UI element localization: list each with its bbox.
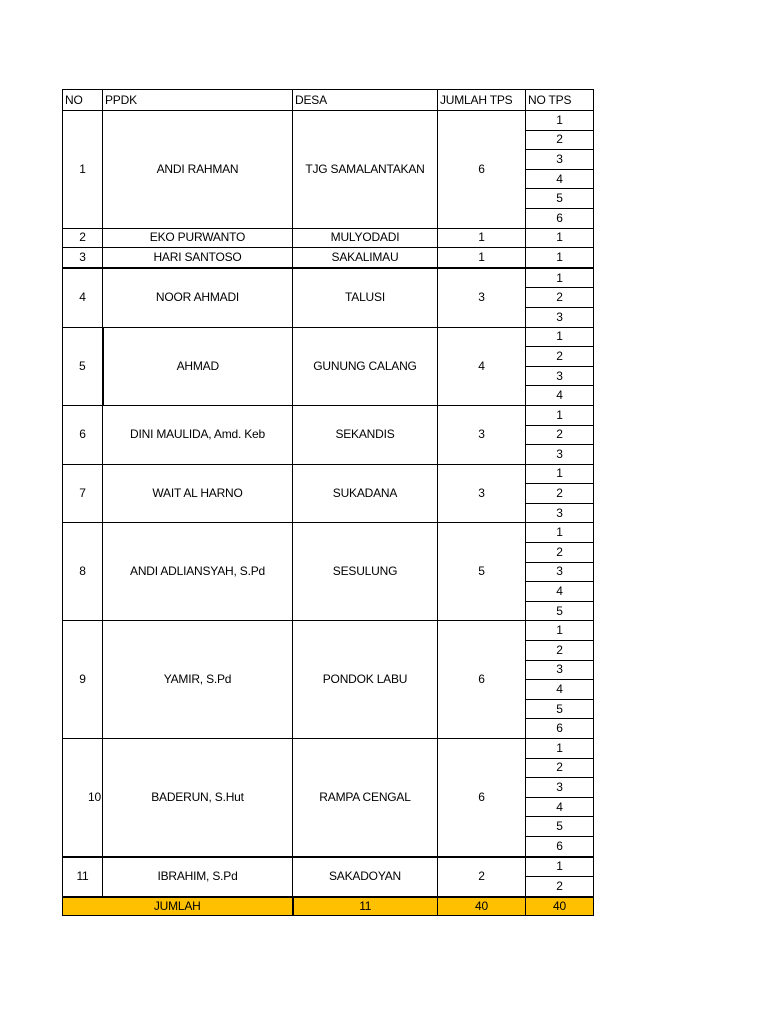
- table-row: [63, 405, 594, 425]
- row-no: 4: [63, 268, 103, 327]
- row-no: 2: [63, 228, 103, 248]
- row-jumlah-tps: 3: [438, 405, 526, 464]
- table-row: [63, 621, 594, 641]
- table-row: [63, 327, 594, 347]
- row-desa: RAMPA CENGAL: [293, 739, 438, 857]
- row-ppdk: ANDI ADLIANSYAH, S.Pd: [103, 523, 293, 621]
- row-desa: PONDOK LABU: [293, 621, 438, 739]
- row-ppdk: EKO PURWANTO: [103, 228, 293, 248]
- total-label: JUMLAH: [63, 897, 293, 916]
- header-row: [63, 90, 594, 111]
- row-jumlah-tps: 1: [438, 228, 526, 248]
- row-no: 9: [63, 621, 103, 739]
- row-desa: SUKADANA: [293, 464, 438, 523]
- row-desa: TJG SAMALANTAKAN: [293, 111, 438, 229]
- row-no: 7: [63, 464, 103, 523]
- row-no-tps: 3: [526, 562, 594, 582]
- row-ppdk: ANDI RAHMAN: [103, 111, 293, 229]
- row-no-tps: 2: [526, 484, 594, 504]
- row-no-tps: 5: [526, 189, 594, 209]
- header-desa: DESA: [293, 90, 438, 111]
- row-desa: GUNUNG CALANG: [293, 327, 438, 405]
- row-jumlah-tps: 1: [438, 248, 526, 268]
- row-jumlah-tps: 4: [438, 327, 526, 405]
- row-no-tps: 4: [526, 680, 594, 700]
- row-no-tps: 2: [526, 877, 594, 897]
- row-ppdk: DINI MAULIDA, Amd. Keb: [103, 405, 293, 464]
- header-no-tps: NO TPS: [526, 90, 594, 111]
- row-no-tps: 2: [526, 347, 594, 367]
- row-ppdk: IBRAHIM, S.Pd: [103, 857, 293, 897]
- table-body: [63, 90, 594, 916]
- row-no-tps: 5: [526, 699, 594, 719]
- row-no-tps: 3: [526, 150, 594, 170]
- row-no: 8: [63, 523, 103, 621]
- row-no-tps: 2: [526, 130, 594, 150]
- row-no-tps: 1: [526, 464, 594, 484]
- row-no-tps: 1: [526, 228, 594, 248]
- row-ppdk: WAIT AL HARNO: [103, 464, 293, 523]
- row-desa: TALUSI: [293, 268, 438, 327]
- table-row: [63, 228, 594, 248]
- header-jumlah-tps: JUMLAH TPS: [438, 90, 526, 111]
- row-no-tps: 1: [526, 327, 594, 347]
- row-jumlah-tps: 6: [438, 621, 526, 739]
- row-desa: SAKALIMAU: [293, 248, 438, 268]
- table-row: [63, 739, 594, 759]
- row-no-tps: 1: [526, 248, 594, 268]
- row-desa: MULYODADI: [293, 228, 438, 248]
- row-ppdk: HARI SANTOSO: [103, 248, 293, 268]
- row-no: 10: [63, 739, 103, 857]
- row-jumlah-tps: 3: [438, 268, 526, 327]
- row-ppdk: AHMAD: [103, 327, 293, 405]
- row-ppdk: NOOR AHMADI: [103, 268, 293, 327]
- row-no-tps: 2: [526, 641, 594, 661]
- table-row: [63, 248, 594, 268]
- row-no-tps: 2: [526, 288, 594, 308]
- row-ppdk: YAMIR, S.Pd: [103, 621, 293, 739]
- row-desa: SEKANDIS: [293, 405, 438, 464]
- total-no-tps: 40: [526, 897, 594, 916]
- row-no-tps: 2: [526, 425, 594, 445]
- row-desa: SAKADOYAN: [293, 857, 438, 897]
- row-no-tps: 3: [526, 307, 594, 327]
- row-no-tps: 1: [526, 111, 594, 131]
- table-row: [63, 464, 594, 484]
- row-no-tps: 1: [526, 857, 594, 877]
- row-jumlah-tps: 6: [438, 739, 526, 857]
- row-desa: SESULUNG: [293, 523, 438, 621]
- row-no-tps: 1: [526, 739, 594, 759]
- row-no-tps: 4: [526, 797, 594, 817]
- row-no-tps: 6: [526, 719, 594, 739]
- row-no-tps: 1: [526, 523, 594, 543]
- row-no: 5: [63, 327, 103, 405]
- row-ppdk: BADERUN, S.Hut: [103, 739, 293, 857]
- row-no-tps: 6: [526, 208, 594, 228]
- row-no-tps: 5: [526, 601, 594, 621]
- table-row: [63, 857, 594, 877]
- row-no-tps: 3: [526, 366, 594, 386]
- row-no-tps: 1: [526, 621, 594, 641]
- total-jumlah-tps: 40: [438, 897, 526, 916]
- table-row: [63, 268, 594, 288]
- row-no-tps: 5: [526, 817, 594, 837]
- table-row: [63, 523, 594, 543]
- total-row: [63, 897, 594, 916]
- tps-table: [62, 89, 594, 916]
- row-no-tps: 1: [526, 268, 594, 288]
- row-no-tps: 4: [526, 582, 594, 602]
- row-no-tps: 3: [526, 503, 594, 523]
- row-jumlah-tps: 2: [438, 857, 526, 897]
- row-no-tps: 1: [526, 405, 594, 425]
- header-ppdk: PPDK: [103, 90, 293, 111]
- row-jumlah-tps: 5: [438, 523, 526, 621]
- row-no: 11: [63, 857, 103, 897]
- row-no: 3: [63, 248, 103, 268]
- total-desa-count: 11: [293, 897, 438, 916]
- row-no-tps: 3: [526, 660, 594, 680]
- row-no-tps: 2: [526, 758, 594, 778]
- row-no-tps: 6: [526, 836, 594, 856]
- row-no: 1: [63, 111, 103, 229]
- row-no-tps: 4: [526, 386, 594, 406]
- header-no: NO: [63, 90, 103, 111]
- row-no: 6: [63, 405, 103, 464]
- row-no-tps: 3: [526, 445, 594, 465]
- row-jumlah-tps: 6: [438, 111, 526, 229]
- row-no-tps: 4: [526, 169, 594, 189]
- row-no-tps: 3: [526, 778, 594, 798]
- row-no-tps: 2: [526, 543, 594, 563]
- table-row: [63, 111, 594, 131]
- row-jumlah-tps: 3: [438, 464, 526, 523]
